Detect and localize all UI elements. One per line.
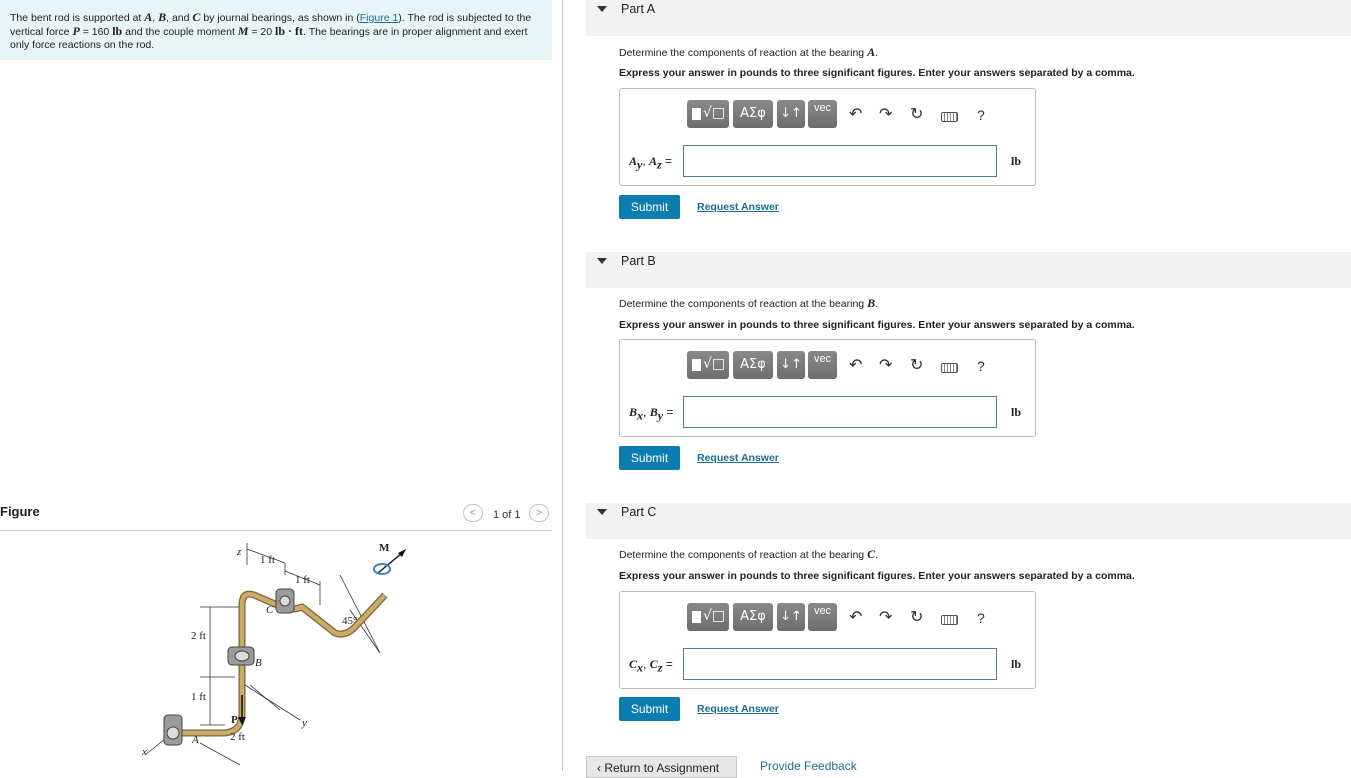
templates-sqrt-button[interactable]: √□: [687, 100, 729, 128]
problem-text: ,: [152, 12, 159, 24]
part-a-request-answer-link[interactable]: Request Answer: [697, 201, 779, 213]
var: C: [629, 657, 638, 671]
keyboard-icon[interactable]: [941, 615, 958, 625]
question-var: A: [867, 45, 876, 59]
provide-feedback-link[interactable]: Provide Feedback: [760, 759, 857, 773]
undo-icon[interactable]: ↶: [849, 104, 863, 123]
redo-icon[interactable]: ↷: [879, 355, 893, 374]
figure-link[interactable]: Figure 1: [359, 12, 399, 24]
var-sub: x: [637, 408, 644, 423]
unit-lb: lb: [112, 24, 123, 38]
fig-label-P: P: [231, 714, 238, 726]
help-icon[interactable]: ?: [977, 107, 985, 123]
templates-sqrt-button[interactable]: √□: [687, 603, 729, 631]
part-c-question: [619, 547, 878, 562]
problem-text: ). The rod is subjected to the vertical force: [10, 12, 532, 38]
greek-symbols-button[interactable]: ΑΣφ: [733, 100, 773, 128]
problem-text: = 20: [248, 26, 276, 38]
part-b-submit-button[interactable]: Submit: [619, 446, 680, 470]
question-text: Determine the components of reaction at the bearing: [619, 549, 868, 561]
keyboard-icon[interactable]: [941, 112, 958, 122]
problem-text: . The bearings are in proper alignment and exert only force reactions on the rod.: [10, 26, 528, 51]
right-pane: [586, 0, 1351, 775]
equals: =: [661, 154, 673, 168]
part-a-answer-box: [619, 88, 1036, 186]
part-b-title: Part B: [621, 254, 656, 268]
help-icon[interactable]: ?: [977, 610, 985, 626]
unit-lbft: lb · ft: [275, 24, 304, 38]
undo-icon[interactable]: ↶: [849, 355, 863, 374]
redo-icon[interactable]: ↷: [879, 607, 893, 626]
var: B: [629, 405, 638, 419]
var-P: P: [72, 24, 80, 38]
y-axis: [245, 685, 300, 720]
unit-label: lb: [1011, 405, 1022, 419]
part-b-instruction: Express your answer in pounds to three significant figures. Enter your answers separated by a comma.: [619, 319, 1135, 331]
vector-button[interactable]: vec: [808, 100, 837, 128]
figure-next-button[interactable]: >: [529, 504, 549, 522]
redo-icon[interactable]: ↷: [879, 104, 893, 123]
problem-text: , and: [166, 12, 193, 24]
chevron-left-icon: ‹: [597, 761, 601, 775]
reset-icon[interactable]: ↻: [910, 607, 924, 626]
greek-symbols-button[interactable]: ΑΣφ: [733, 351, 773, 379]
reset-icon[interactable]: ↻: [910, 355, 924, 374]
fig-label-2ft: 2 ft: [230, 731, 245, 743]
fig-label-1ft: 1 ft: [191, 691, 206, 703]
undo-icon[interactable]: ↶: [849, 607, 863, 626]
part-b-answer-input[interactable]: [683, 396, 997, 428]
var: A: [629, 154, 638, 168]
fig-label-x: x: [142, 746, 147, 758]
reset-icon[interactable]: ↻: [910, 104, 924, 123]
collapse-caret-icon: [597, 6, 607, 12]
var: A: [649, 154, 658, 168]
fig-label-C: C: [266, 604, 274, 616]
collapse-caret-icon: [597, 258, 607, 264]
question-text: .: [875, 298, 878, 310]
unit-label: lb: [1011, 657, 1022, 671]
problem-statement: [0, 0, 552, 60]
figure-header: [0, 500, 552, 531]
greek-symbols-button[interactable]: ΑΣφ: [733, 603, 773, 631]
part-b-request-answer-link[interactable]: Request Answer: [697, 452, 779, 464]
part-c-submit-button[interactable]: Submit: [619, 697, 680, 721]
equals: =: [663, 405, 674, 419]
dim-line: [340, 575, 380, 653]
return-label: Return to Assignment: [604, 761, 720, 775]
var-sub: z: [657, 157, 662, 172]
part-a-header[interactable]: [586, 0, 1351, 36]
figure-title: Figure: [0, 504, 40, 519]
math-toolbar: [687, 100, 1027, 130]
sep: ,: [643, 405, 650, 419]
var-sub: x: [637, 660, 644, 675]
fig-label-2ft: 2 ft: [191, 630, 206, 642]
var-M: M: [237, 24, 249, 38]
answer-variable-label: [629, 657, 673, 675]
question-text: .: [875, 549, 878, 561]
part-b-answer-box: [619, 339, 1036, 437]
part-c-header[interactable]: [586, 503, 1351, 539]
return-to-assignment-button[interactable]: [586, 756, 737, 778]
var: C: [649, 657, 658, 671]
fig-label-y: y: [302, 717, 307, 729]
help-icon[interactable]: ?: [977, 358, 985, 374]
fig-label-z: z: [237, 546, 242, 558]
left-pane: [0, 0, 562, 771]
fig-label-M: M: [379, 542, 390, 554]
part-c-instruction: Express your answer in pounds to three significant figures. Enter your answers separated by a comma.: [619, 570, 1135, 582]
problem-text: The bent rod is supported at: [10, 12, 145, 24]
equals: =: [662, 657, 673, 671]
keyboard-icon[interactable]: [941, 363, 958, 373]
question-text: .: [875, 47, 878, 59]
answer-variable-label: [629, 405, 673, 423]
question-text: Determine the components of reaction at the bearing: [619, 298, 868, 310]
var-B: B: [158, 10, 167, 24]
fig-label-1ft: 1 ft: [260, 554, 275, 566]
sep: ,: [642, 154, 650, 168]
problem-text: by journal bearings, as shown in (: [200, 12, 360, 24]
part-a-title: Part A: [621, 2, 656, 16]
part-b-header[interactable]: [586, 252, 1351, 288]
bearing-B: [228, 647, 254, 665]
fig-label-A: A: [192, 734, 199, 746]
fig-label-B: B: [255, 657, 262, 669]
part-c-title: Part C: [621, 505, 657, 519]
math-toolbar: [687, 603, 1027, 633]
part-a-instruction: Express your answer in pounds to three significant figures. Enter your answers separated by a comma.: [619, 67, 1135, 79]
part-a-question: [619, 45, 878, 60]
problem-text: and the couple moment: [122, 26, 238, 38]
templates-sqrt-button[interactable]: √□: [687, 351, 729, 379]
bearing-C: [276, 589, 294, 613]
part-a-submit-button[interactable]: Submit: [619, 195, 680, 219]
math-toolbar: [687, 351, 1027, 381]
fig-label-1ft: 1 ft: [295, 574, 310, 586]
fig-label-angle: 45°: [342, 615, 358, 627]
sort-arrows-button[interactable]: ↓↑: [777, 603, 805, 631]
var-sub: y: [657, 408, 664, 423]
figure-page-label: 1 of 1: [493, 509, 521, 521]
var-sub: y: [637, 157, 643, 172]
sep: ,: [643, 657, 650, 671]
part-c-answer-box: [619, 591, 1036, 689]
figure-prev-button[interactable]: <: [463, 504, 483, 522]
var-sub: z: [657, 660, 663, 675]
part-c-answer-input[interactable]: [683, 648, 997, 680]
vector-button[interactable]: vec: [808, 603, 837, 631]
bearing-A: [164, 715, 182, 745]
answer-variable-label: [629, 154, 672, 172]
bent-rod-figure: [130, 535, 430, 771]
part-c-request-answer-link[interactable]: Request Answer: [697, 703, 779, 715]
question-text: Determine the components of reaction at the bearing: [619, 47, 868, 59]
collapse-caret-icon: [597, 509, 607, 515]
question-var: C: [867, 547, 876, 561]
part-a-answer-input[interactable]: [683, 145, 997, 177]
vector-button[interactable]: vec: [808, 351, 837, 379]
var-C: C: [192, 10, 201, 24]
problem-text: = 160: [79, 26, 113, 38]
dim-line: [200, 743, 240, 765]
part-b-question: [619, 296, 878, 311]
sort-arrows-button[interactable]: ↓↑: [777, 100, 805, 128]
var-A: A: [144, 10, 153, 24]
unit-label: lb: [1011, 154, 1022, 168]
pane-divider[interactable]: [562, 0, 563, 771]
sort-arrows-button[interactable]: ↓↑: [777, 351, 805, 379]
var: B: [649, 405, 658, 419]
question-var: B: [867, 296, 876, 310]
